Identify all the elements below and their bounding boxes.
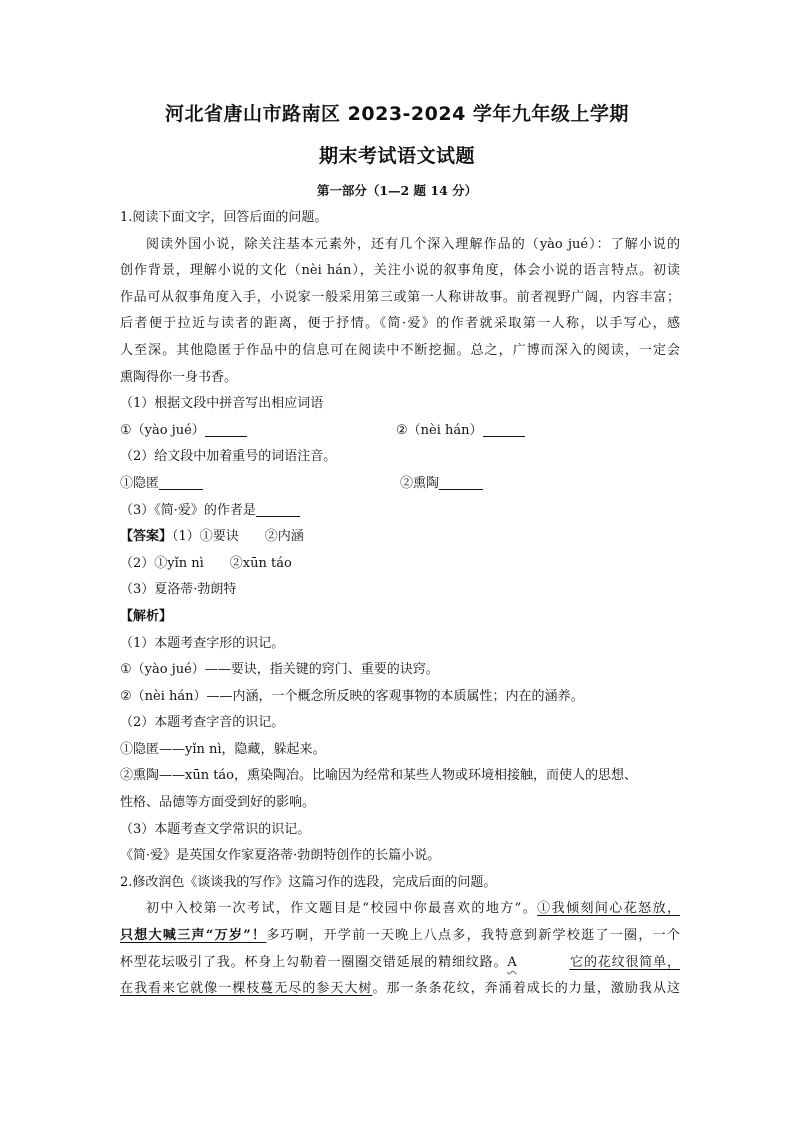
answer-blank: [439, 473, 483, 490]
sub-question-1-items: [120, 418, 680, 445]
document-title-line1: 河北省唐山市路南区 2023-2024 学年九年级上学期: [165, 103, 629, 125]
analysis-line: （3）本题考查文学常识的识记。: [120, 821, 311, 837]
answer-blank: [159, 473, 203, 490]
sub-question-1-item-b: ②（nèi hán）: [396, 422, 483, 438]
sub-question-2: （2）给文段中加着重号的词语注音。: [120, 449, 337, 465]
passage-line: 阅读外国小说，除关注基本元素外，还有几个深入理解作品的（yào jué）：了解小说的: [146, 236, 680, 252]
passage-line: 作品可从叙事角度入手，小说家一般采用第三或第一人称讲故事。前者视野广阔，内容丰富；: [120, 289, 680, 305]
analysis-line: ②熏陶——xūn táo，熏染陶冶。比喻因为经常和某些人物或环境相接触，而使人的思想、: [120, 768, 638, 784]
analysis-line: 性格、品德等方面受到好的影响。: [120, 795, 316, 811]
underlined-sentence-2: 它的花纹很简单，: [569, 954, 680, 970]
sub-question-2-item-b: ②熏陶: [400, 475, 440, 491]
document-body: [120, 205, 680, 1003]
analysis-line: 《简·爱》是英国女作家夏洛蒂·勃朗特创作的长篇小说。: [120, 848, 441, 864]
underlined-sentence-1: ①我倾刻间心花怒放，: [537, 901, 680, 917]
answer-label: 【答案】: [120, 529, 173, 545]
answer-blank: [205, 420, 247, 437]
passage-line: 创作背景，理解小说的文化（nèi hán），关注小说的叙事角度，体会小说的语言特点。初读: [120, 263, 680, 279]
passage-line: 熏陶得你一身书香。: [120, 369, 238, 385]
analysis-label: 【解析】: [120, 608, 173, 624]
passage-line: 人至深。其他隐匿于作品中的信息可在阅读中不断挖掘。总之，广博而深入的阅读，一定会: [120, 342, 680, 358]
analysis-line: （2）本题考查字音的识记。: [120, 715, 285, 731]
document-title-line2: 期末考试语文试题: [318, 145, 475, 167]
passage-line: 后者便于拉近与读者的距离，便于抒情。《简·爱》的作者就采取第一人称，以手写心，感: [120, 316, 680, 332]
essay-line: 初中入校第一次考试，作文题目是“校园中你最喜欢的地方”。①我倾刻间心花怒放，: [146, 901, 680, 917]
answer-line-3: （3）夏洛蒂·勃朗特: [120, 582, 237, 598]
analysis-line: （1）本题考查字形的识记。: [120, 635, 285, 651]
answer-line-2: （2）①yǐn nì ②xūn táo: [120, 555, 292, 571]
sub-question-2-item-a: ①隐匿: [120, 471, 400, 498]
answer-blank: [483, 420, 525, 437]
answer-blank: [256, 500, 300, 517]
essay-line: 在我看来它就像一棵枝蔓无尽的参天大树。那一条条花纹，奔涌着成长的力量，激励我从这: [120, 981, 680, 997]
essay-line: 只想大喊三声“万岁”！多巧啊，开学前一天晚上八点多，我特意到新学校逛了一圈，一个: [120, 928, 680, 944]
sub-question-3: （3）《简·爱》的作者是: [120, 498, 680, 525]
question-1-stem: 1.阅读下面文字，回答后面的问题。: [120, 210, 328, 225]
analysis-line: ①（yào jué）——要诀，指关键的窍门、重要的诀窍。: [120, 662, 439, 678]
part-heading: 第一部分（1—2 题 14 分）: [316, 183, 478, 198]
blank-marker-a: A: [507, 954, 517, 970]
question-2-stem: 2.修改润色《谈谈我的写作》这篇习作的选段，完成后面的问题。: [120, 874, 497, 890]
underlined-sentence-2-cont: 在我看来它就像一棵枝蔓无尽的参天大树: [120, 981, 373, 997]
underlined-sentence-1-cont: 只想大喊三声“万岁”！: [120, 928, 267, 944]
sub-question-2-items: [120, 471, 680, 498]
analysis-line: ②（nèi hán）——内涵，一个概念所反映的客观事物的本质属性；内在的涵养。: [120, 688, 584, 704]
sub-question-1-item-a: ①（yào jué）: [120, 418, 396, 445]
answer-line-1: 【答案】（1）①要诀 ②内涵: [120, 529, 304, 545]
analysis-line: ①隐匿——yǐn nì，隐藏，躲起来。: [120, 741, 326, 757]
essay-line: 杯型花坛吸引了我。杯身上勾勒着一圈圈交错延展的精细纹路。A 它的花纹很简单，: [120, 950, 680, 977]
sub-question-1: （1）根据文段中拼音写出相应词语: [120, 396, 324, 412]
